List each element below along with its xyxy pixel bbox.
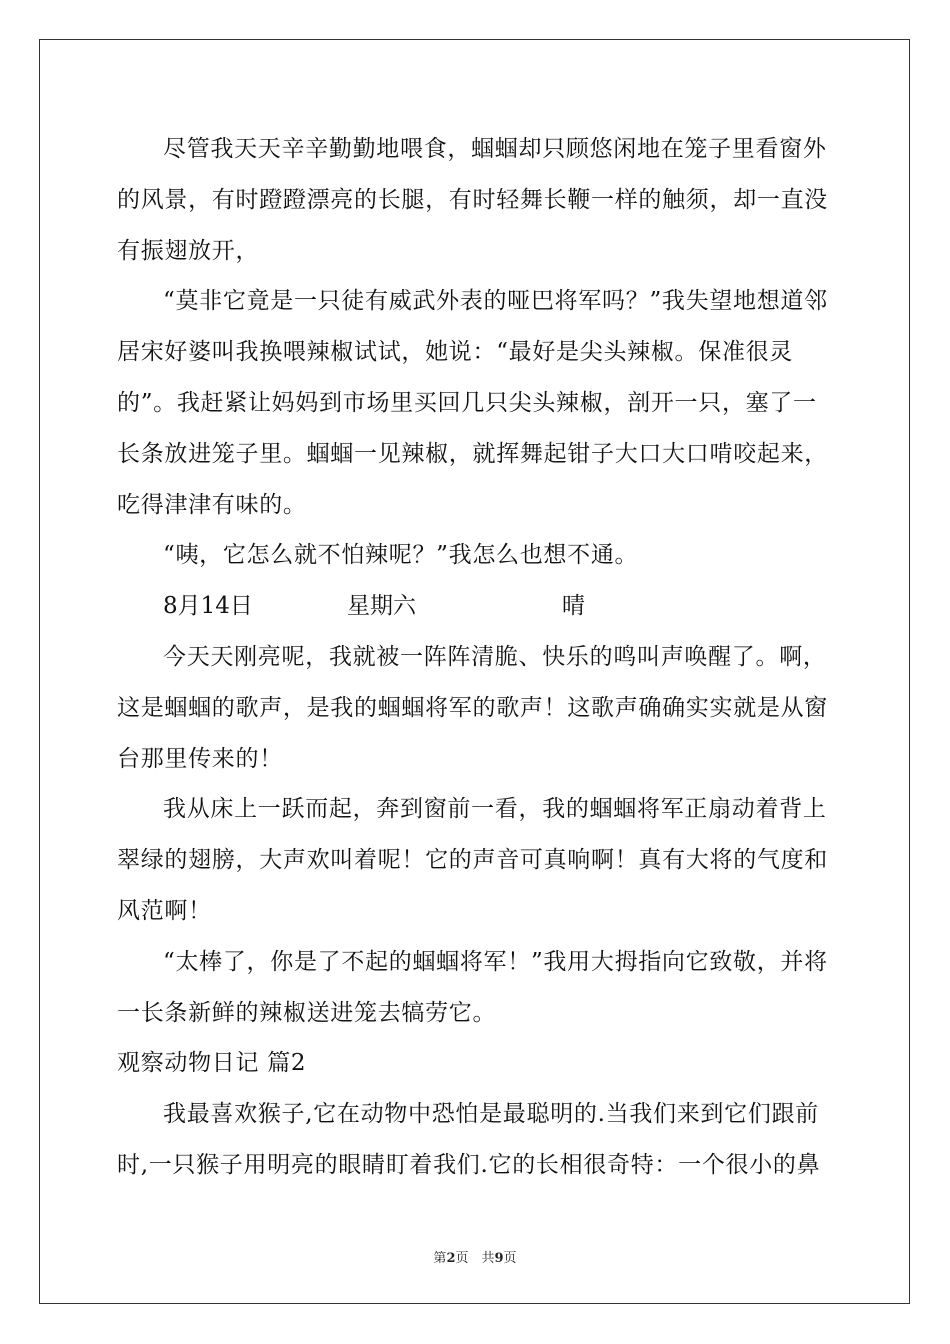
paragraph: “咦，它怎么就不怕辣呢？”我怎么也想不通。	[163, 542, 639, 569]
diary-weather: 晴	[562, 593, 585, 620]
paragraph: 尽管我天天辛辛勤勤地喂食，蝈蝈却只顾悠闲地在笼子里看窗外的风景，有时蹬蹬漂亮的长腿，有时轻舞长鞭一样的触须，却一直没有振翅放开，	[117, 136, 828, 264]
footer-current-page: 2	[446, 1251, 456, 1266]
footer-prefix: 第	[433, 1251, 447, 1266]
paragraph: “太棒了，你是了不起的蝈蝈将军！”我用大拇指向它致敬，并将一长条新鲜的辣椒送进笼去犒劳它。	[117, 948, 828, 1026]
page-footer	[0, 1247, 950, 1266]
diary-date: 8月14日	[163, 593, 253, 620]
paragraph: “莫非它竟是一只徒有威武外表的哑巴将军吗？”我失望地想道邻居宋好婆叫我换喂辣椒试试，她说：“最好是尖头辣椒。保准很灵的”。我赶紧让妈妈到市场里买回几只尖头辣椒，剖开一只，塞了一长条放进笼子里。蝈蝈一见辣椒，就挥舞起钳子大口大口啃咬起来，吃得津津有味的。	[117, 288, 828, 518]
paragraph: 我从床上一跃而起，奔到窗前一看，我的蝈蝈将军正扇动着背上翠绿的翅膀，大声欢叫着呢！它的声音可真响啊！真有大将的气度和风范啊！	[117, 796, 828, 924]
footer-middle: 页 共	[455, 1251, 495, 1266]
paragraph: 我最喜欢猴子,它在动物中恐怕是最聪明的.当我们来到它们跟前时,一只猴子用明亮的眼睛盯着我们.它的长相很奇特：一个很小的鼻	[117, 1101, 821, 1178]
section-title: 观察动物日记 篇2	[117, 1050, 307, 1077]
footer-suffix: 页	[503, 1251, 517, 1266]
footer-total-pages: 9	[494, 1251, 504, 1266]
diary-dateline	[117, 581, 833, 632]
document-body	[117, 124, 833, 1191]
paragraph: 今天天刚亮呢，我就被一阵阵清脆、快乐的鸣叫声唤醒了。啊，这是蝈蝈的歌声，是我的蝈蝈将军的歌声！这歌声确确实实就是从窗台那里传来的！	[117, 643, 828, 772]
diary-weekday: 星期六	[347, 593, 416, 620]
